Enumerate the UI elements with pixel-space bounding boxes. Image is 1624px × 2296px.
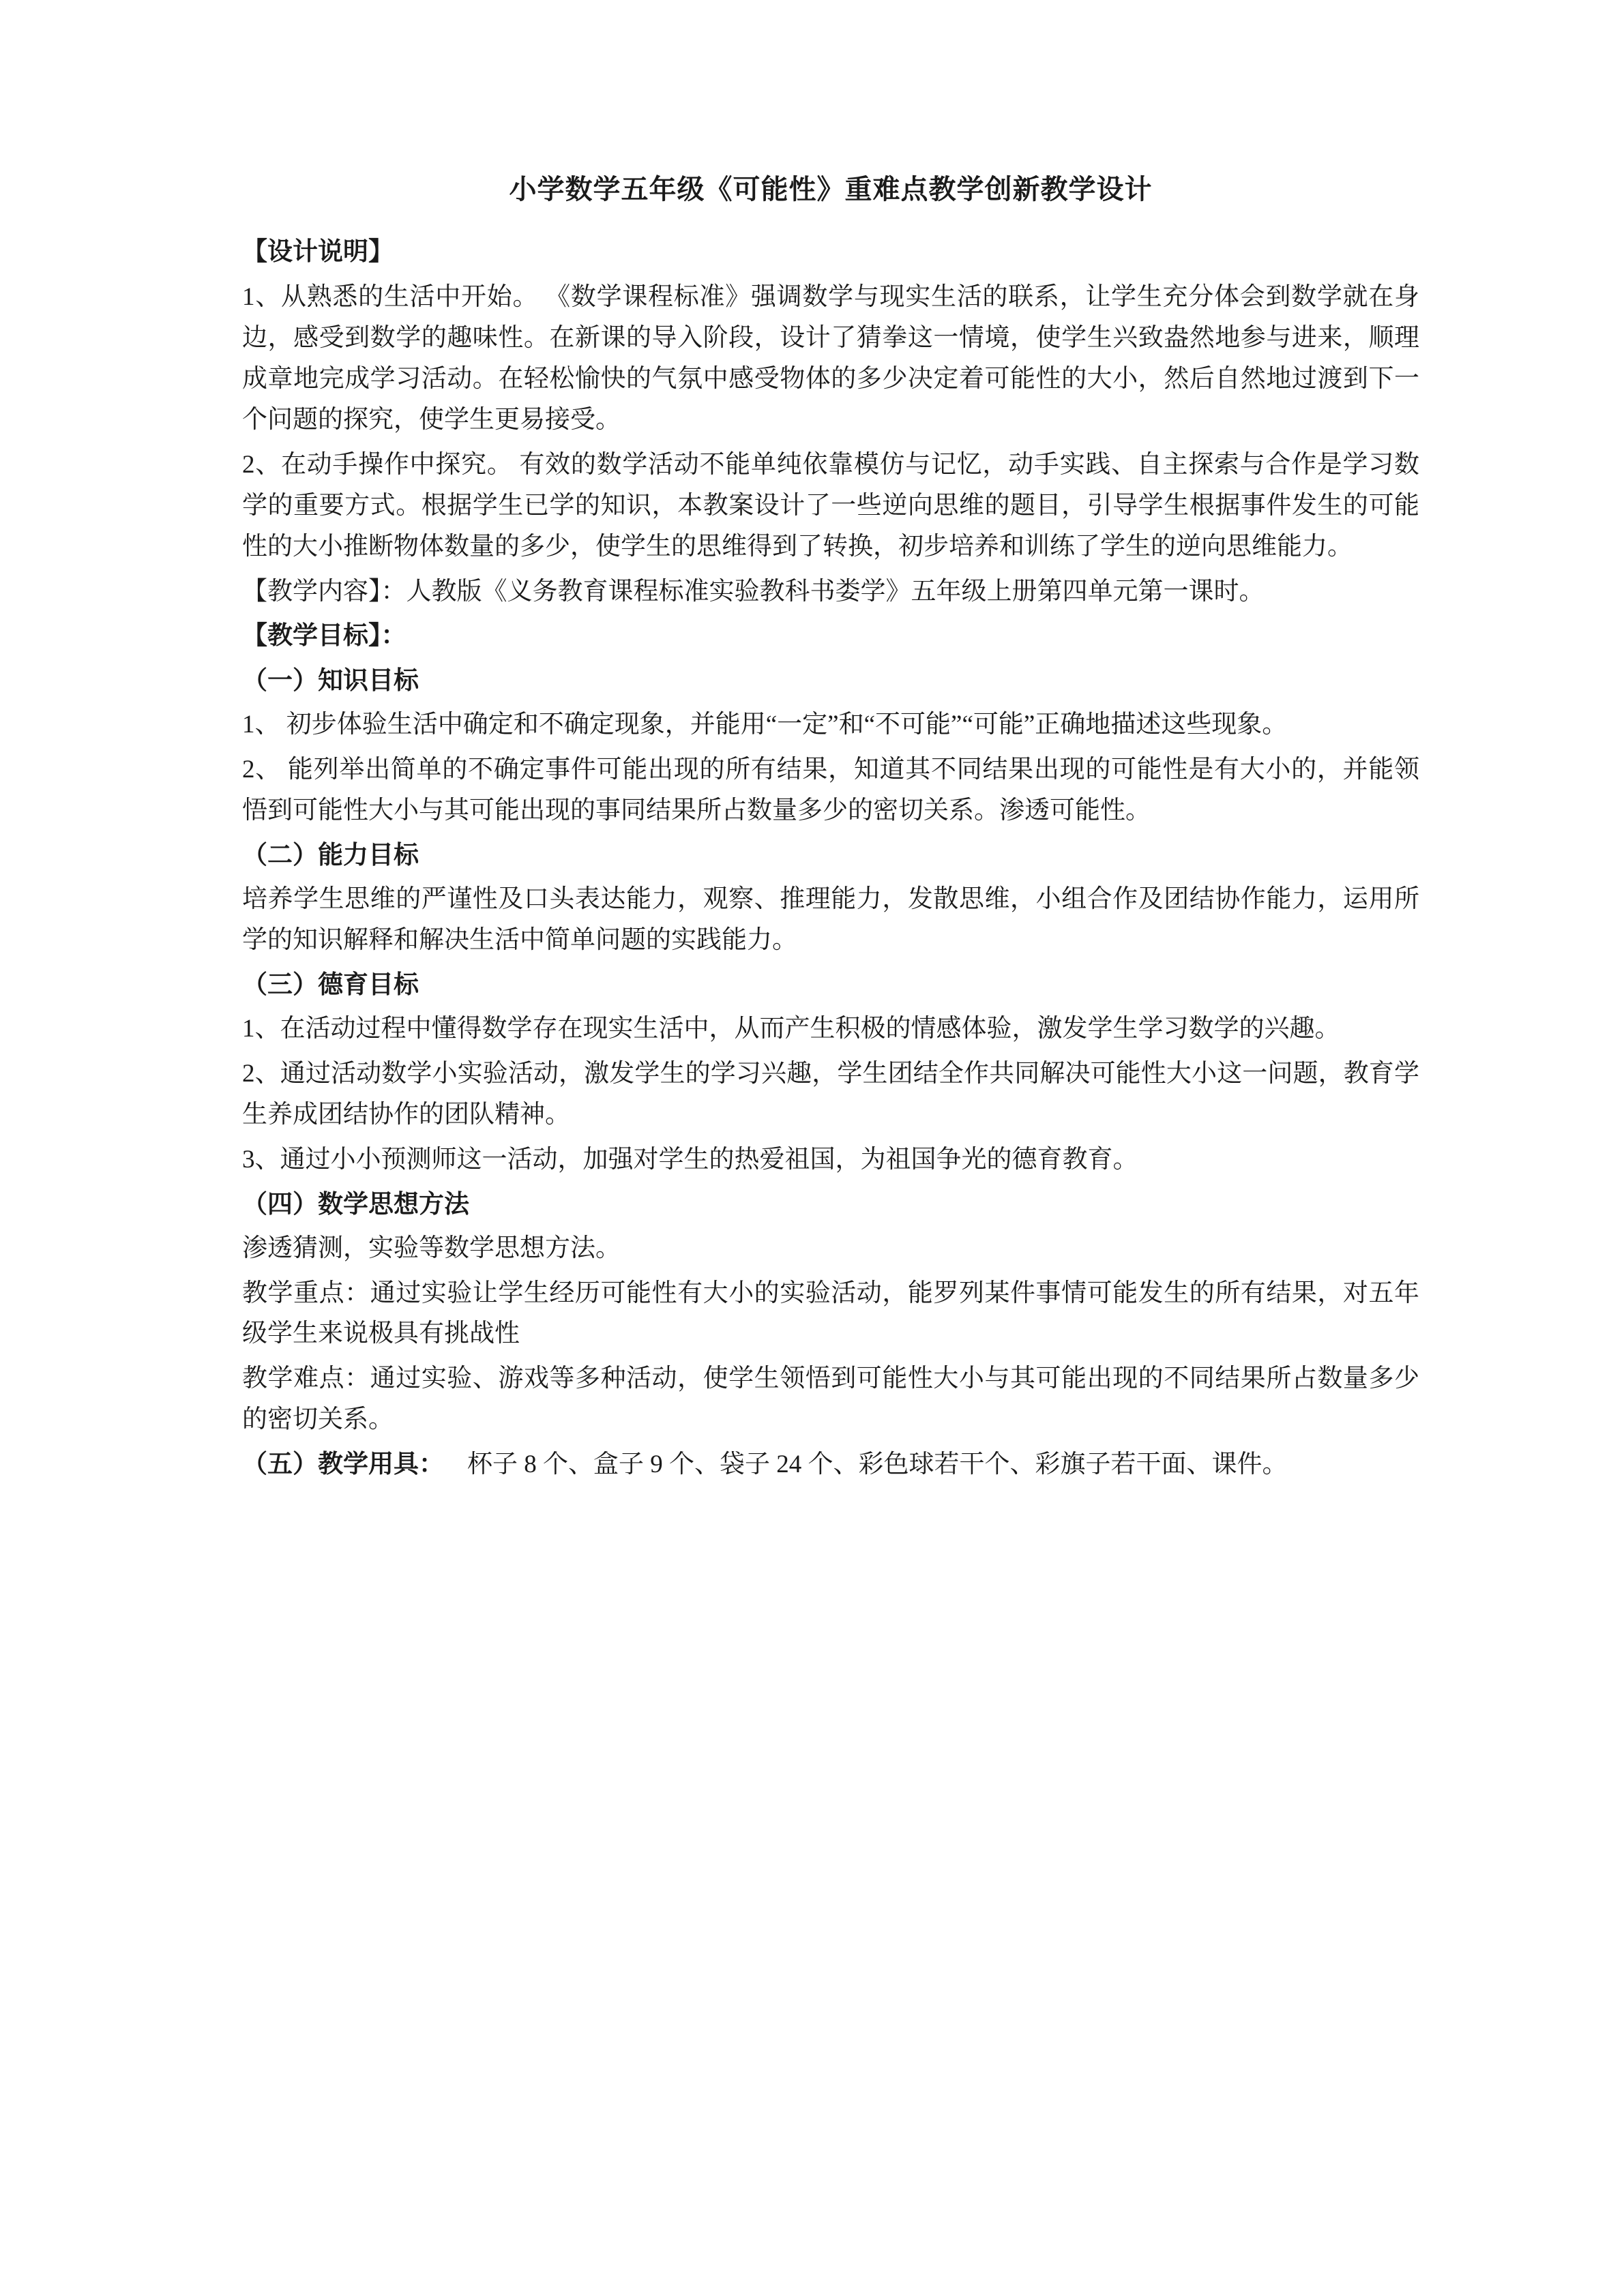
goal-knowledge-item-2: 2、 能列举出简单的不确定事件可能出现的所有结果，知道其不同结果出现的可能性是有大小的，并能领悟到可能性大小与其可能出现的事同结果所占数量多少的密切关系。渗透可能性。	[242, 756, 1419, 825]
teaching-tools-body: 杯子 8 个、盒子 9 个、袋子 24 个、彩色球若干个、彩旗子若干面、课件。	[467, 1450, 1288, 1479]
teaching-content: 【教学内容】：人教版《义务教育课程标准实验教科书娄学》五年级上册第四单元第一课时。	[242, 577, 1265, 606]
goal-moral-item-1: 1、在活动过程中懂得数学存在现实生活中，从而产生积极的情感体验，激发学生学习数学的兴趣。	[242, 1014, 1340, 1043]
goal-knowledge-item-1: 1、 初步体验生活中确定和不确定现象，并能用“一定”和“不可能”“可能”正确地描述这些现象。	[242, 711, 1288, 739]
goal-moral-heading: （三）德育目标	[242, 970, 419, 999]
teaching-key-point: 教学重点：通过实验让学生经历可能性有大小的实验活动，能罗列某件事情可能发生的所有结果，对五年级学生来说极具有挑战性	[242, 1279, 1419, 1348]
goal-method-heading: （四）数学思想方法	[242, 1190, 469, 1219]
goal-moral-item-2: 2、通过活动数学小实验活动，激发学生的学习兴趣，学生团结全作共同解决可能性大小这一问题，教育学生养成团结协作的团队精神。	[242, 1059, 1419, 1129]
teaching-tools-heading: （五）教学用具：	[242, 1450, 444, 1479]
goal-ability-body: 培养学生思维的严谨性及口头表达能力，观察、推理能力，发散思维，小组合作及团结协作能力，运用所学的知识解释和解决生活中简单问题的实践能力。	[242, 885, 1419, 954]
design-note-paragraph-1: 1、从熟悉的生活中开始。 《数学课程标准》强调数学与现实生活的联系，让学生充分体会到数学就在身边，感受到数学的趣味性。在新课的导入阶段，设计了猜拳这一情境，使学生兴致盎然地参与进来，顺理成章地完成学习活动。在轻松愉快的气氛中感受物体的多少决定着可能性的大小，然后自然地过渡到下一个问题的探究，使学生更易接受。	[242, 282, 1419, 434]
goal-ability-heading: （二）能力目标	[242, 841, 419, 870]
design-note-paragraph-2: 2、在动手操作中探究。 有效的数学活动不能单纯依靠模仿与记忆，动手实践、自主探索与合作是学习数学的重要方式。根据学生已学的知识，本教案设计了一些逆向思维的题目，引导学生根据事件发生的可能性的大小推断物体数量的多少，使学生的思维得到了转换，初步培养和训练了学生的逆向思维能力。	[242, 450, 1419, 561]
teaching-goal-heading: 【教学目标】：	[242, 622, 407, 651]
goal-moral-item-3: 3、通过小小预测师这一活动，加强对学生的热爱祖国，为祖国争光的德育教育。	[242, 1145, 1138, 1174]
page-title: 小学数学五年级《可能性》重难点教学创新教学设计	[509, 174, 1153, 205]
design-note-heading: 【设计说明】	[242, 238, 394, 266]
teaching-difficult-point: 教学难点：通过实验、游戏等多种活动，使学生领悟到可能性大小与其可能出现的不同结果所占数量多少的密切关系。	[242, 1365, 1419, 1434]
teaching-tools	[242, 1444, 1419, 1485]
goal-method-body: 渗透猜测，实验等数学思想方法。	[242, 1234, 621, 1262]
goal-knowledge-heading: （一）知识目标	[242, 667, 419, 696]
